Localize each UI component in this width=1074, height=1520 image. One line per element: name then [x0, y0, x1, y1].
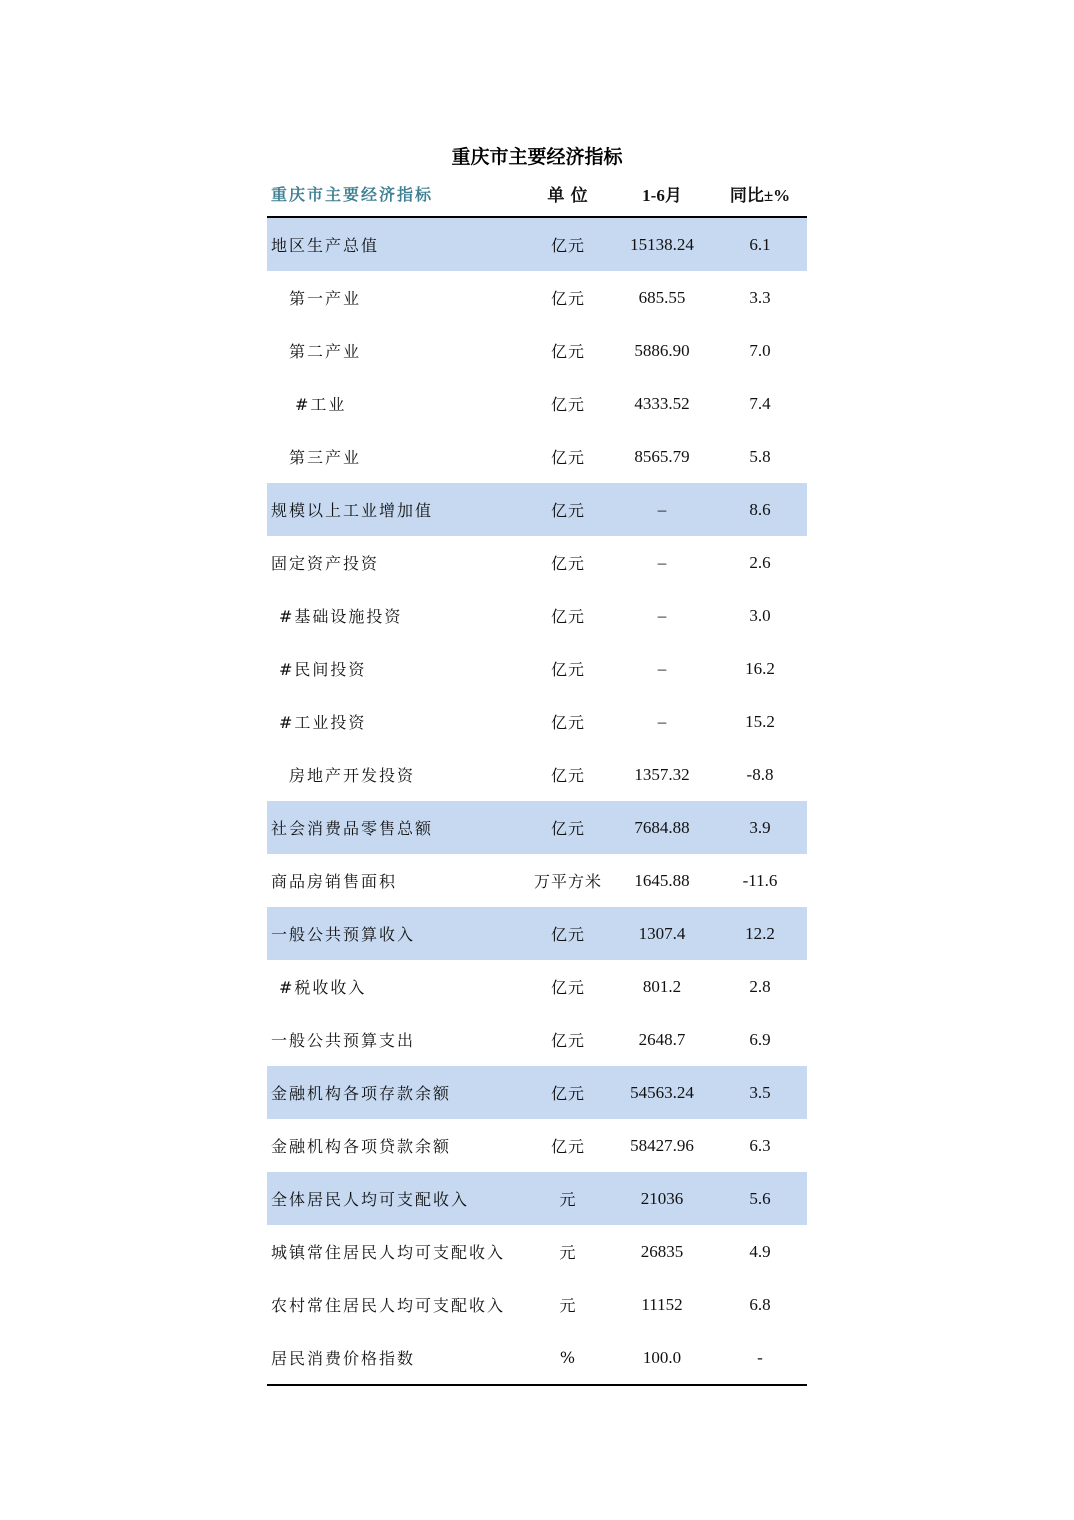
header-name: 重庆市主要经济指标 — [271, 184, 434, 204]
row-value: 54563.24 — [630, 1082, 694, 1102]
row-name: #工业投资 — [279, 713, 367, 732]
row-yoy: 3.0 — [749, 605, 771, 625]
header-yoy: 同比±% — [729, 185, 791, 205]
row-name: 第一产业 — [289, 289, 362, 308]
row-name: 一般公共预算收入 — [271, 925, 416, 944]
table-row — [267, 218, 807, 271]
table-row — [267, 589, 807, 642]
row-unit: 亿元 — [550, 819, 585, 838]
row-yoy: 2.8 — [749, 976, 771, 996]
table-row — [267, 748, 807, 801]
page-title: 重庆市主要经济指标 — [451, 146, 623, 168]
row-value: 2648.7 — [638, 1029, 686, 1049]
row-value: 100.0 — [642, 1347, 682, 1367]
row-name: #基础设施投资 — [279, 607, 403, 626]
row-value: – — [657, 711, 667, 731]
table-row — [267, 1225, 807, 1278]
table-row — [267, 854, 807, 907]
row-name: 一般公共预算支出 — [271, 1031, 416, 1050]
row-name: #民间投资 — [279, 660, 367, 679]
header-unit: 单 位 — [547, 185, 589, 205]
row-value: 21036 — [640, 1188, 684, 1208]
row-yoy: 6.1 — [749, 234, 771, 254]
row-yoy: 15.2 — [745, 711, 775, 731]
row-yoy: 3.5 — [749, 1082, 771, 1102]
row-value: – — [657, 499, 667, 519]
table-row — [267, 1013, 807, 1066]
table-row — [267, 430, 807, 483]
table-row — [267, 271, 807, 324]
row-unit: 亿元 — [550, 978, 585, 997]
row-yoy: 6.3 — [749, 1135, 771, 1155]
row-value: 5886.90 — [634, 340, 690, 360]
table-body — [267, 218, 807, 1384]
row-unit: 亿元 — [550, 925, 585, 944]
row-unit: 亿元 — [550, 554, 585, 573]
indicator-table — [267, 170, 807, 1386]
row-yoy: -8.8 — [746, 764, 774, 784]
row-unit: % — [559, 1348, 577, 1367]
row-yoy: 6.8 — [749, 1294, 771, 1314]
row-value: – — [657, 605, 667, 625]
table-row — [267, 907, 807, 960]
row-unit: 亿元 — [550, 342, 585, 361]
table-row — [267, 483, 807, 536]
row-name: 第二产业 — [289, 342, 362, 361]
row-unit: 亿元 — [550, 236, 585, 255]
row-yoy: 3.9 — [749, 817, 771, 837]
row-unit: 元 — [559, 1243, 577, 1262]
row-name: 第三产业 — [289, 448, 362, 467]
row-unit: 元 — [559, 1190, 577, 1209]
row-yoy: 5.8 — [749, 446, 771, 466]
row-yoy: - — [757, 1347, 763, 1367]
row-name: 规模以上工业增加值 — [271, 501, 434, 520]
row-value: 801.2 — [642, 976, 682, 996]
row-unit: 元 — [559, 1296, 577, 1315]
row-unit: 亿元 — [550, 1084, 585, 1103]
table-row — [267, 324, 807, 377]
row-yoy: 6.9 — [749, 1029, 771, 1049]
row-unit: 亿元 — [550, 713, 585, 732]
table-row — [267, 1172, 807, 1225]
row-value: 58427.96 — [630, 1135, 694, 1155]
row-name: 社会消费品零售总额 — [271, 819, 434, 838]
row-value: 7684.88 — [634, 817, 690, 837]
row-value: 8565.79 — [634, 446, 690, 466]
row-name: 金融机构各项贷款余额 — [271, 1137, 452, 1156]
row-yoy: 12.2 — [745, 923, 775, 943]
row-value: – — [657, 658, 667, 678]
row-value: 11152 — [641, 1294, 683, 1314]
row-value: – — [657, 552, 667, 572]
row-yoy: 4.9 — [749, 1241, 771, 1261]
row-value: 15138.24 — [630, 234, 694, 254]
row-name: #工业 — [295, 395, 347, 414]
row-yoy: 2.6 — [749, 552, 771, 572]
row-name: 金融机构各项存款余额 — [271, 1084, 452, 1103]
table-row — [267, 695, 807, 748]
row-value: 1357.32 — [634, 764, 690, 784]
row-name: 房地产开发投资 — [289, 766, 416, 785]
row-name: 商品房销售面积 — [271, 872, 398, 891]
table-header — [267, 170, 807, 218]
row-unit: 万平方米 — [533, 872, 602, 891]
table-row — [267, 960, 807, 1013]
table-row — [267, 536, 807, 589]
table-row — [267, 801, 807, 854]
row-unit: 亿元 — [550, 1031, 585, 1050]
table-row — [267, 1278, 807, 1331]
row-yoy: 8.6 — [749, 499, 771, 519]
row-yoy: 16.2 — [745, 658, 775, 678]
row-name: 城镇常住居民人均可支配收入 — [271, 1243, 506, 1262]
row-unit: 亿元 — [550, 766, 585, 785]
row-unit: 亿元 — [550, 289, 585, 308]
row-yoy: 7.0 — [749, 340, 771, 360]
table-row — [267, 377, 807, 430]
row-unit: 亿元 — [550, 448, 585, 467]
row-unit: 亿元 — [550, 395, 585, 414]
row-value: 1645.88 — [634, 870, 690, 890]
table-row — [267, 1119, 807, 1172]
row-yoy: 5.6 — [749, 1188, 771, 1208]
row-name: #税收收入 — [279, 978, 367, 997]
table-row — [267, 642, 807, 695]
row-value: 26835 — [640, 1241, 684, 1261]
row-name: 全体居民人均可支配收入 — [271, 1190, 470, 1209]
row-value: 685.55 — [638, 287, 686, 307]
table-row — [267, 1331, 807, 1384]
row-unit: 亿元 — [550, 607, 585, 626]
row-yoy: 3.3 — [749, 287, 771, 307]
table-row — [267, 1066, 807, 1119]
row-value: 4333.52 — [634, 393, 690, 413]
row-unit: 亿元 — [550, 1137, 585, 1156]
row-yoy: 7.4 — [749, 393, 771, 413]
row-name: 地区生产总值 — [271, 236, 380, 255]
row-name: 固定资产投资 — [271, 554, 380, 573]
header-period: 1-6月 — [642, 185, 682, 205]
table-bottom-rule — [267, 1384, 807, 1386]
row-yoy: -11.6 — [742, 870, 778, 890]
row-value: 1307.4 — [638, 923, 686, 943]
row-name: 农村常住居民人均可支配收入 — [271, 1296, 506, 1315]
row-unit: 亿元 — [550, 501, 585, 520]
row-name: 居民消费价格指数 — [271, 1349, 416, 1368]
row-unit: 亿元 — [550, 660, 585, 679]
